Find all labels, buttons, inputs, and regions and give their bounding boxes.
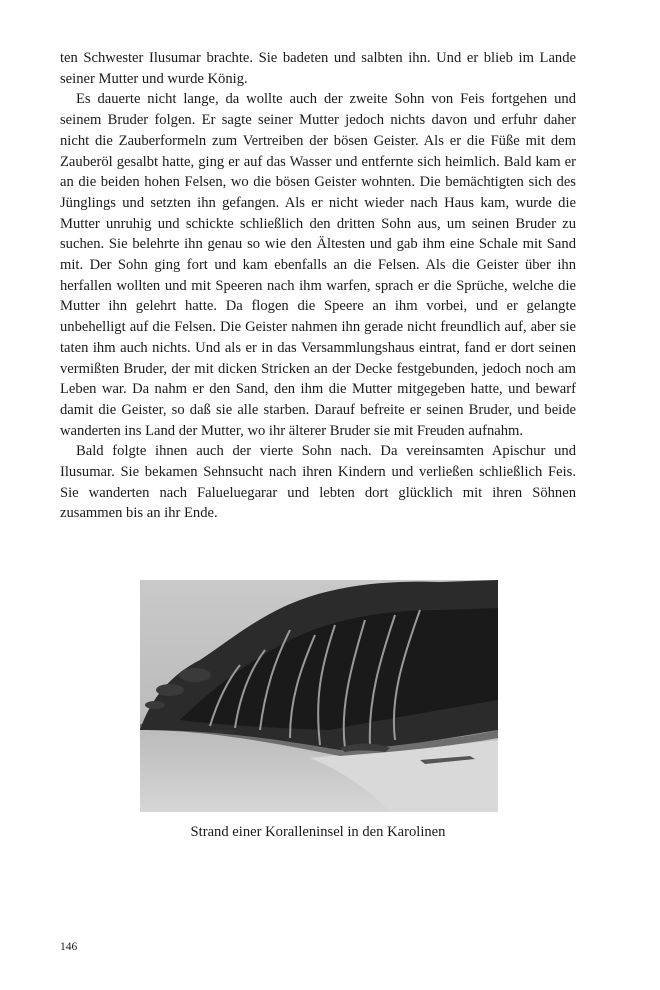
paragraph-1: ten Schwester Ilusumar brachte. Sie badeten und salbten ihn. Und er blieb im Lande seiner Mutter und wurde König. [60, 50, 576, 87]
paragraph-2: Es dauerte nicht lange, da wollte auch der zweite Sohn von Feis fortgehen und seinem Bruder folgen. Er sagte seiner Mutter jedoch nichts davon und erfuhr daher nicht die Zauberformeln zum Vertreiben der bösen Geister. Als er die Füße mit dem Zauberöl gesalbt hatte, ging er auf das Wasser und entfernte sich heimlich. Bald kam er an die beiden hohen Felsen, wo die bösen Geister wohnten. Die bemächtigten sich des Jünglings und setzten ihn gefangen. Als er nicht wieder nach Haus kam, wurde die Mutter unruhig und schickte schließlich den dritten Sohn aus, um seinen Bruder zu suchen. Sie belehrte ihn genau so wie den Ältesten und gab ihm eine Schale mit Sand mit. Der Sohn ging fort und kam ebenfalls an die Felsen. Als die Geister über ihn herfallen wollten und mit Speeren nach ihm warfen, sprach er die Sprüche, welche die Mutter ihn gelehrt hatte. Da flogen die Speere an ihm vorbei, und er gelangte unbehelligt auf die Felsen. Die Geister nahmen ihn gerade nicht freundlich auf, aber sie taten ihm auch nichts. Und als er in das Versammlungshaus eintrat, fand er dort seinen vermißten Bruder, der mit dicken Stricken an der Decke festgebunden, jedoch noch am Leben war. Da nahm er den Sand, den ihm die Mutter mitgegeben hatte, und bewarf damit die Geister, so daß sie alle starben. Darauf befreite er seinen Bruder, und beide wanderten ins Land der Mutter, wo ihr älterer Bruder sie mit Freuden aufnahm. [60, 91, 576, 439]
paragraph-3: Bald folgte ihnen auch der vierte Sohn nach. Da vereinsamten Apischur und Ilusumar. Sie bekamen Sehnsucht nach ihren Kindern und verließen schließlich Feis. Sie wanderten nach Falueluegarar und lebten dort glücklich mit ihren Söhnen zusammen bis an ihr Ende. [60, 443, 576, 522]
beach-photo [140, 580, 498, 812]
page-number: 146 [60, 941, 78, 953]
body-text [60, 48, 576, 524]
figure-caption: Strand einer Koralleninsel in den Karolinen [190, 824, 446, 840]
